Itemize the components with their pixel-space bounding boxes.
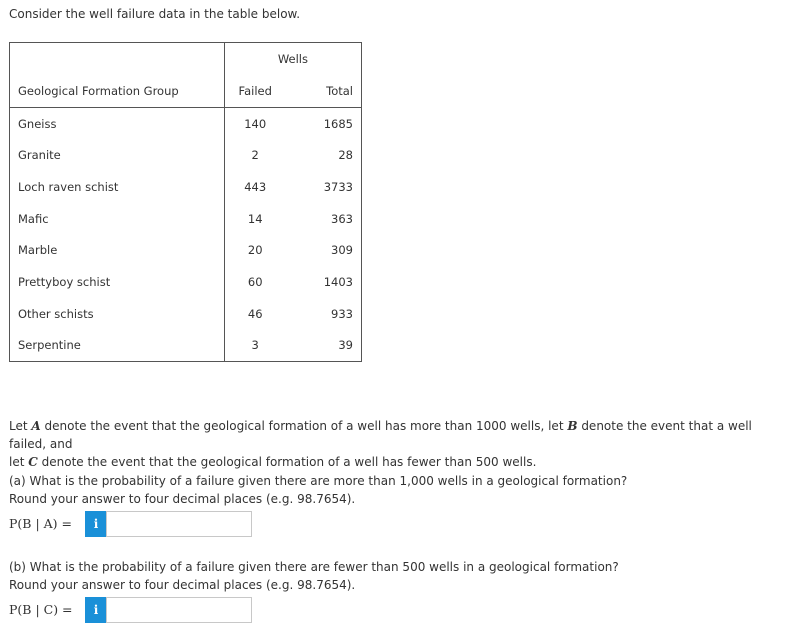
part-b-info-icon[interactable]: i: [85, 597, 107, 623]
part-b-question: (b) What is the probability of a failure given there are fewer than 500 wells in a geological formation?: [9, 560, 619, 574]
intro-text: Consider the well failure data in the table below.: [9, 7, 301, 21]
part-a-answer-input[interactable]: [106, 511, 252, 537]
event-b-symbol: B: [567, 419, 578, 433]
cell-failed: 14: [247, 211, 263, 226]
definitions-line-1: [9, 417, 784, 453]
cell-failed: 20: [247, 243, 263, 258]
table-row: [10, 203, 362, 235]
column-header-group: Geological Formation Group: [10, 75, 225, 107]
def-text: denote the event that the geological formation of a well has more than 1000 wells, let: [40, 419, 568, 433]
def-text: let: [9, 455, 29, 469]
cell-total: 1685: [323, 116, 353, 131]
part-a-question-block: [9, 472, 784, 508]
cell-group: Serpentine: [10, 330, 225, 362]
cell-failed: 60: [247, 274, 263, 289]
cell-group: Gneiss: [10, 107, 225, 139]
cell-failed: 140: [244, 116, 267, 131]
table-row: [10, 298, 362, 330]
cell-group: Prettyboy schist: [10, 266, 225, 298]
table-column-header-row: [10, 75, 362, 107]
table-row: [10, 139, 362, 171]
table-row: [10, 107, 362, 139]
cell-total: 1403: [323, 274, 353, 289]
part-a-instruction: Round your answer to four decimal places (e.g. 98.7654).: [9, 492, 356, 506]
event-definitions: [9, 417, 784, 471]
definitions-line-2: [9, 453, 784, 471]
cell-total: 39: [338, 338, 353, 353]
table-header-blank: [10, 43, 225, 76]
def-text: denote the event that the geological formation of a well has fewer than 500 wells.: [37, 455, 537, 469]
part-b-question-block: [9, 558, 784, 594]
table-row: [10, 330, 362, 362]
cell-group: Other schists: [10, 298, 225, 330]
cell-failed: 3: [251, 338, 259, 353]
table-row: [10, 234, 362, 266]
cell-total: 309: [331, 243, 353, 258]
cell-total: 933: [331, 306, 353, 321]
part-b-instruction: Round your answer to four decimal places (e.g. 98.7654).: [9, 578, 356, 592]
cell-group: Marble: [10, 234, 225, 266]
cell-failed: 46: [247, 306, 263, 321]
well-failure-table: [9, 42, 362, 362]
cell-group: Loch raven schist: [10, 171, 225, 203]
cell-group: Granite: [10, 139, 225, 171]
table-group-header-row: [10, 43, 362, 76]
cell-failed: 443: [244, 179, 267, 194]
part-b-label: P(B | C) =: [9, 602, 73, 617]
cell-group: Mafic: [10, 203, 225, 235]
part-b-answer-input[interactable]: [106, 597, 252, 623]
part-a-question: (a) What is the probability of a failure given there are more than 1,000 wells in a geological formation?: [9, 474, 628, 488]
cell-total: 3733: [323, 179, 353, 194]
event-a-symbol: A: [31, 419, 41, 433]
table-row: [10, 266, 362, 298]
table-row: [10, 171, 362, 203]
def-text: Let: [9, 419, 32, 433]
cell-total: 28: [338, 148, 353, 163]
cell-total: 363: [331, 211, 353, 226]
part-a-label: P(B | A) =: [9, 516, 72, 531]
event-c-symbol: C: [28, 455, 38, 469]
part-a-info-icon[interactable]: i: [85, 511, 107, 537]
wells-group-header: Wells: [277, 52, 308, 66]
column-header-total: Total: [286, 75, 362, 107]
def-text: denote the event that a well failed, and: [9, 419, 752, 451]
column-header-failed: Failed: [224, 75, 285, 107]
cell-failed: 2: [251, 148, 259, 163]
